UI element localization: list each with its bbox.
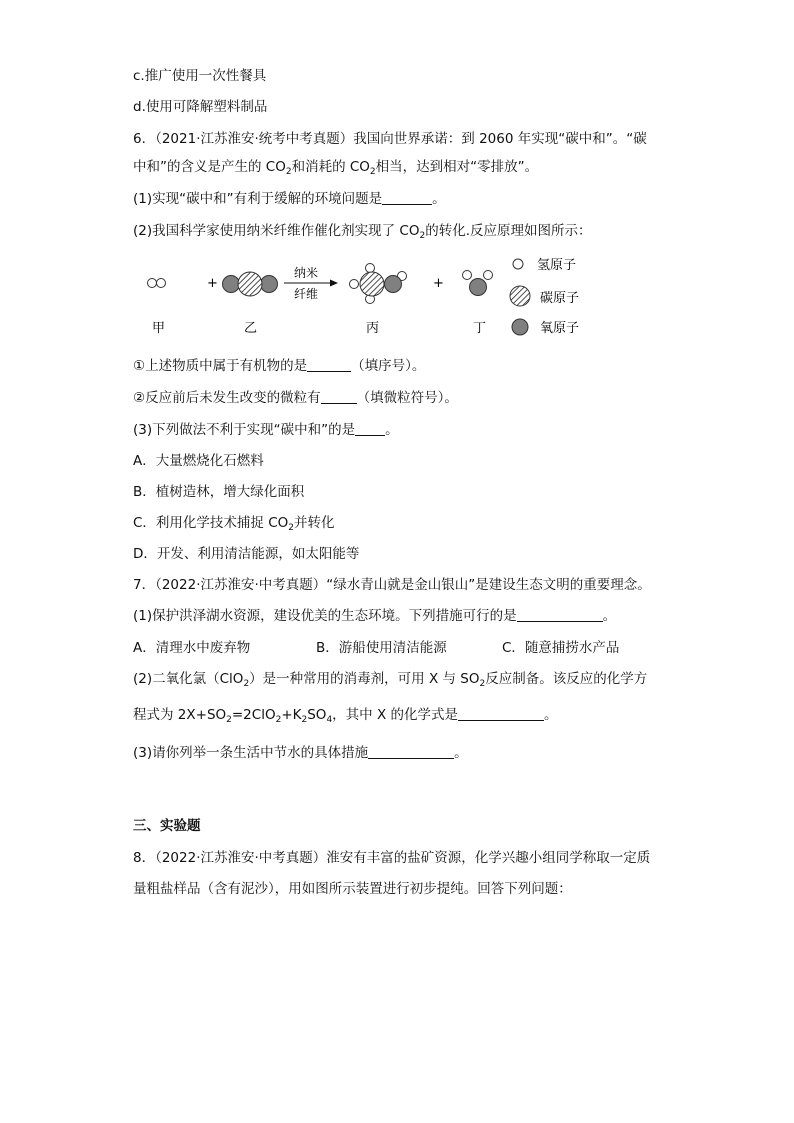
q7-part-3: (3)请你列举一条生活中节水的具体措施 。 <box>133 745 468 761</box>
q6-option-c: C．利用化学技术捕捉 $CO_2$并转化 <box>133 515 335 533</box>
q8-line-2: 量粗盐样品（含有泥沙），用如图所示装置进行初步提纯。回答下列问题： <box>133 881 572 897</box>
q7-heading: 7．（2022·江苏淮安·中考真题）“绿水青山就是金山银山”是建设生态文明的重要理念。 <box>133 577 651 593</box>
arrow-label-top: 纳米 <box>293 266 319 280</box>
q8-line-1: 8．（2022·江苏淮安·中考真题）淮安有丰富的盐矿资源，化学兴趣小组同学称取一定质 <box>133 850 651 866</box>
q7-part-2: (2)二氧化氯（ClO$_2$）是一种常用的消毒剂，可用 X 与 $SO_2$反应制备。该反应的化学方 <box>133 671 648 689</box>
legend-hydrogen-icon <box>513 259 523 269</box>
q6-part-1: (1)实现“碳中和”有利于缓解的环境问题是 。 <box>133 191 446 207</box>
q6-part-2: (2)我国科学家使用纳米纤维作催化剂实现了 $CO_2$的转化.反应原理如图所示： <box>133 223 592 241</box>
q7-option-c: C．随意捕捞水产品 <box>502 640 620 656</box>
q6-line-2: 中和”的含义是产生的 $CO_2$和消耗的 $CO_2$相当，达到相对“零排放”。 <box>133 159 539 177</box>
carbon-dioxide-molecule-icon <box>223 272 278 296</box>
water-molecule-icon <box>463 271 493 296</box>
option-d-line: d.使用可降解塑料制品 <box>133 99 268 115</box>
q6-sub-2: ②反应前后未发生改变的微粒有 （填微粒符号）。 <box>133 390 458 406</box>
legend-carbon-label: 碳原子 <box>540 291 580 306</box>
answer-blank[interactable] <box>321 391 357 404</box>
legend-carbon-icon <box>510 286 530 306</box>
q7-option-a: A．清理水中废弃物 <box>133 640 251 656</box>
reaction-arrow-icon <box>284 280 338 287</box>
q6-part-3: (3)下列做法不利于实现“碳中和”的是 。 <box>133 422 399 438</box>
q7-part-1: (1)保护洪泽湖水资源，建设优美的生态环境。下列措施可行的是 。 <box>133 608 617 624</box>
legend-oxygen-label: 氧原子 <box>540 321 580 336</box>
label-bing: 丙 <box>366 321 380 336</box>
arrow-label-bottom: 纤维 <box>293 287 319 301</box>
hydrogen-molecule-icon <box>148 279 166 288</box>
answer-blank[interactable] <box>355 423 385 436</box>
q6-sub-1: ①上述物质中属于有机物的是 （填序号）。 <box>133 358 426 374</box>
answer-blank[interactable] <box>458 708 544 721</box>
q7-equation-line: 程式为 $2X+SO_2=2ClO_2+K_2SO_4$，其中 X 的化学式是 。 <box>133 707 558 725</box>
reaction-diagram <box>140 252 600 342</box>
q6-option-a: A．大量燃烧化石燃料 <box>133 453 264 469</box>
answer-blank[interactable] <box>517 609 603 622</box>
answer-blank[interactable] <box>382 192 432 205</box>
section-heading-experiment: 三、实验题 <box>133 818 201 834</box>
q6-heading: 6．（2021·江苏淮安·统考中考真题）我国向世界承诺：到 2060 年实现“碳中和”。“碳 <box>133 131 647 147</box>
label-jia: 甲 <box>152 321 166 336</box>
plus-sign-1: + <box>207 276 218 291</box>
answer-blank[interactable] <box>307 359 351 372</box>
q6-option-b: B．植树造林，增大绿化面积 <box>133 484 305 500</box>
plus-sign-2: + <box>433 276 444 291</box>
option-c-line: c.推广使用一次性餐具 <box>133 68 267 84</box>
label-yi: 乙 <box>244 321 258 336</box>
methanol-molecule-icon <box>350 264 407 304</box>
q6-option-d: D．开发、利用清洁能源，如太阳能等 <box>133 546 360 562</box>
legend-hydrogen-label: 氢原子 <box>537 258 577 273</box>
legend-oxygen-icon <box>512 319 528 335</box>
answer-blank[interactable] <box>368 746 454 759</box>
label-ding: 丁 <box>473 321 487 336</box>
q7-option-b: B．游船使用清洁能源 <box>316 640 447 656</box>
